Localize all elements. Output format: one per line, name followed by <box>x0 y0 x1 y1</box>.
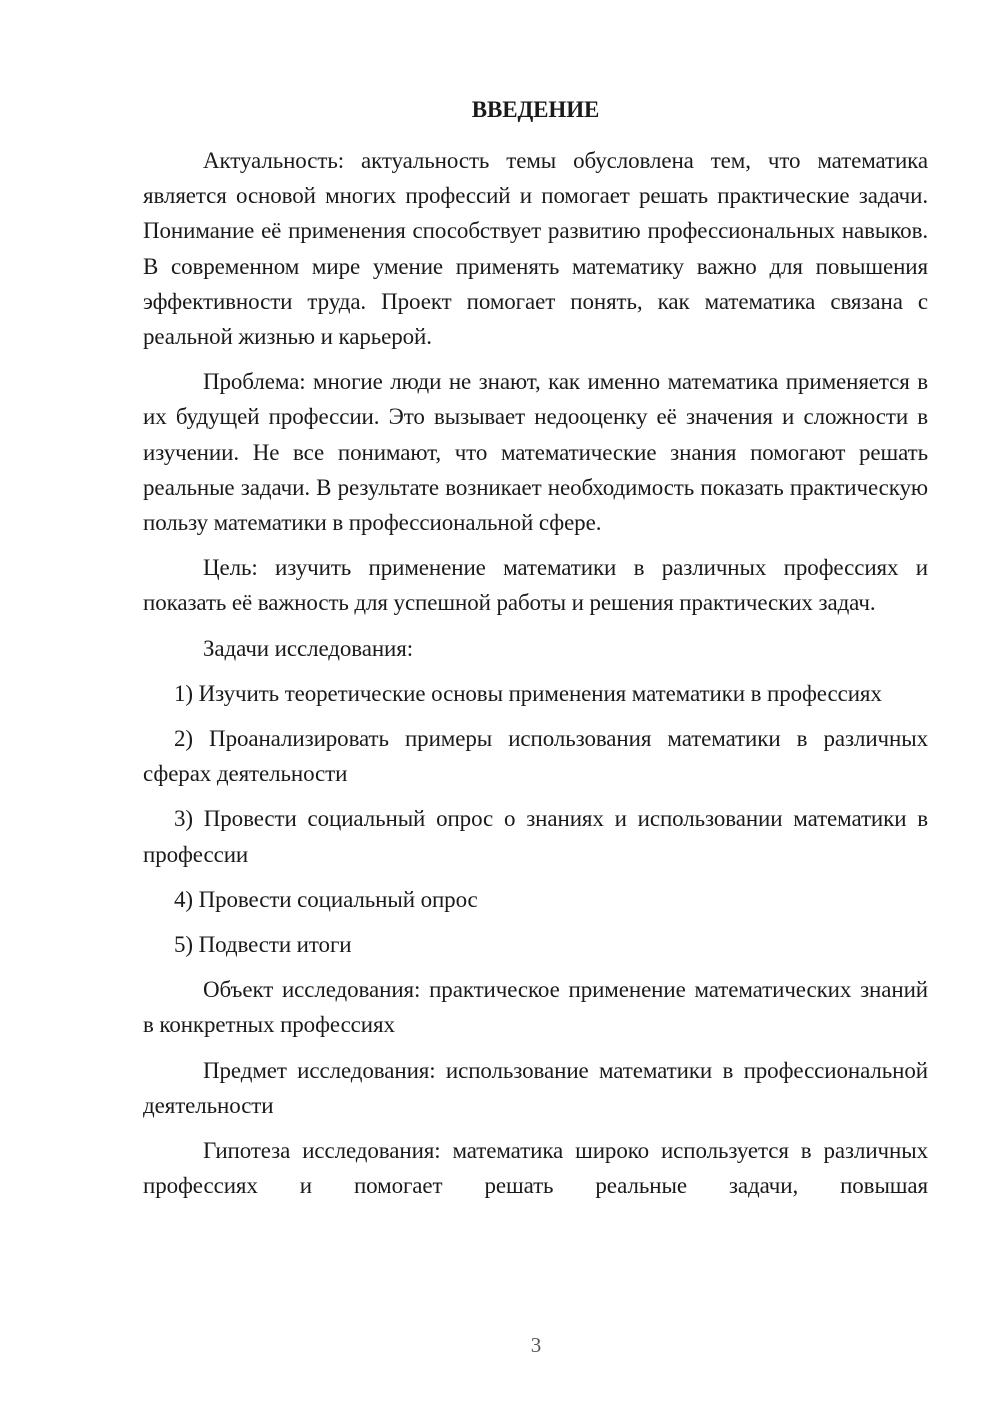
paragraph-relevance: Актуальность: актуальность темы обусловлена тем, что математика является основой многих профессий и помогает решать практические задачи. Понимание её применения способствует развитию профессиональных навыков. В современном мире умение применять математику важно для повышения эффективности труда. Проект помогает понять, как математика связана с реальной жизнью и карьерой. <box>143 148 928 350</box>
paragraph-problem: Проблема: многие люди не знают, как именно математика применяется в их будущей профессии. Это вызывает недооценку её значения и сложности в изучении. Не все понимают, что математические знания помогают решать реальные задачи. В результате возникает необходимость показать практическую пользу математики в профессиональной сфере. <box>143 369 928 536</box>
section-title: ВВЕДЕНИЕ <box>471 97 600 122</box>
task-item-3: 3) Провести социальный опрос о знаниях и использовании математики в профессии <box>143 806 928 867</box>
task-item-5: 5) Подвести итоги <box>174 932 352 958</box>
task-item-2: 2) Проанализировать примеры использования математики в различных сферах деятельности <box>143 726 928 787</box>
task-item-1: 1) Изучить теоретические основы применения математики в профессиях <box>174 680 882 706</box>
task-item-4: 4) Провести социальный опрос <box>174 886 478 912</box>
paragraph-subject: Предмет исследования: использование математики в профессиональной деятельности <box>143 1057 928 1118</box>
paragraph-goal: Цель: изучить применение математики в различных профессиях и показать её важность для успешной работы и решения практических задач. <box>143 555 928 616</box>
paragraph-hypothesis: Гипотеза исследования: математика широко используется в различных профессиях и помогает решать реальные задачи, повышая <box>143 1138 928 1199</box>
paragraph-object: Объект исследования: практическое применение математических знаний в конкретных профессиях <box>143 977 928 1038</box>
page-number: 3 <box>530 1333 542 1357</box>
tasks-heading: Задачи исследования: <box>203 635 414 661</box>
document-page <box>143 92 928 1213</box>
